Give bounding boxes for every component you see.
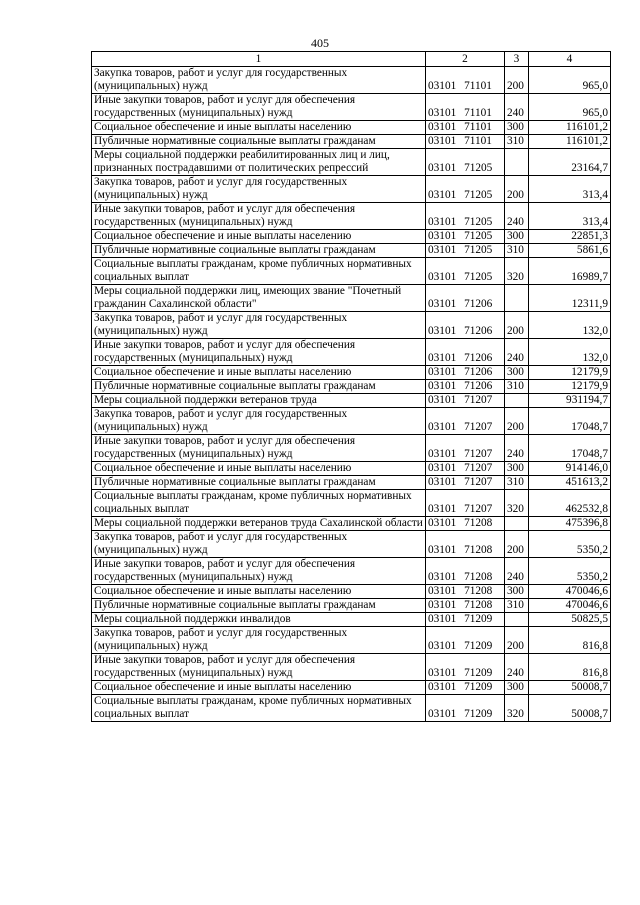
amount-cell: 17048,7	[529, 435, 611, 462]
code-cell: 03101 71101	[426, 67, 505, 94]
amount-cell: 50825,5	[529, 613, 611, 627]
kvr-cell	[505, 149, 529, 176]
kvr-cell: 310	[505, 135, 529, 149]
code-cell: 03101 71205	[426, 203, 505, 230]
code-cell: 03101 71207	[426, 394, 505, 408]
table-row	[92, 462, 611, 476]
code-cell: 03101 71208	[426, 517, 505, 531]
kvr-cell: 240	[505, 654, 529, 681]
kvr-cell	[505, 285, 529, 312]
table-row	[92, 380, 611, 394]
table-row	[92, 94, 611, 121]
kvr-cell: 200	[505, 312, 529, 339]
kvr-cell: 300	[505, 121, 529, 135]
table-row	[92, 627, 611, 654]
name-cell: Публичные нормативные социальные выплаты гражданам	[92, 599, 426, 613]
name-cell: Закупка товаров, работ и услуг для государственных (муниципальных) нужд	[92, 531, 426, 558]
code-cell: 03101 71206	[426, 366, 505, 380]
table-row	[92, 613, 611, 627]
code-cell: 03101 71205	[426, 149, 505, 176]
kvr-cell: 300	[505, 230, 529, 244]
amount-cell: 313,4	[529, 176, 611, 203]
name-cell: Социальное обеспечение и иные выплаты населению	[92, 585, 426, 599]
amount-cell: 22851,3	[529, 230, 611, 244]
name-cell: Закупка товаров, работ и услуг для государственных (муниципальных) нужд	[92, 312, 426, 339]
amount-cell: 965,0	[529, 67, 611, 94]
name-cell: Социальные выплаты гражданам, кроме публичных нормативных социальных выплат	[92, 695, 426, 722]
name-cell: Социальное обеспечение и иные выплаты населению	[92, 121, 426, 135]
amount-cell: 132,0	[529, 339, 611, 366]
table-row	[92, 67, 611, 94]
column-header-name: 1	[92, 52, 426, 67]
column-header-amount: 4	[529, 52, 611, 67]
name-cell: Закупка товаров, работ и услуг для государственных (муниципальных) нужд	[92, 408, 426, 435]
table-row	[92, 599, 611, 613]
amount-cell: 816,8	[529, 627, 611, 654]
amount-cell: 931194,7	[529, 394, 611, 408]
table-row	[92, 695, 611, 722]
amount-cell: 5350,2	[529, 531, 611, 558]
kvr-cell: 310	[505, 599, 529, 613]
name-cell: Социальные выплаты гражданам, кроме публичных нормативных социальных выплат	[92, 258, 426, 285]
amount-cell: 914146,0	[529, 462, 611, 476]
code-cell: 03101 71208	[426, 585, 505, 599]
table-header	[92, 52, 611, 67]
name-cell: Иные закупки товаров, работ и услуг для обеспечения государственных (муниципальных) нужд	[92, 558, 426, 585]
amount-cell: 23164,7	[529, 149, 611, 176]
code-cell: 03101 71101	[426, 121, 505, 135]
table-row	[92, 408, 611, 435]
amount-cell: 17048,7	[529, 408, 611, 435]
kvr-cell: 240	[505, 435, 529, 462]
table-row	[92, 149, 611, 176]
code-cell: 03101 71209	[426, 695, 505, 722]
code-cell: 03101 71208	[426, 558, 505, 585]
name-cell: Закупка товаров, работ и услуг для государственных (муниципальных) нужд	[92, 627, 426, 654]
amount-cell: 816,8	[529, 654, 611, 681]
kvr-cell: 320	[505, 490, 529, 517]
amount-cell: 470046,6	[529, 599, 611, 613]
code-cell: 03101 71208	[426, 599, 505, 613]
amount-cell: 965,0	[529, 94, 611, 121]
amount-cell: 470046,6	[529, 585, 611, 599]
table-row	[92, 230, 611, 244]
table-row	[92, 244, 611, 258]
table-row	[92, 585, 611, 599]
table-body	[92, 67, 611, 722]
table-row	[92, 203, 611, 230]
kvr-cell: 200	[505, 408, 529, 435]
name-cell: Социальное обеспечение и иные выплаты населению	[92, 366, 426, 380]
code-cell: 03101 71206	[426, 285, 505, 312]
kvr-cell: 300	[505, 585, 529, 599]
table-row	[92, 435, 611, 462]
code-cell: 03101 71209	[426, 627, 505, 654]
table-row	[92, 531, 611, 558]
amount-cell: 313,4	[529, 203, 611, 230]
name-cell: Меры социальной поддержки реабилитированных лиц и лиц, признанных пострадавшими от политических репрессий	[92, 149, 426, 176]
name-cell: Меры социальной поддержки ветеранов труда Сахалинской области	[92, 517, 426, 531]
amount-cell: 116101,2	[529, 121, 611, 135]
amount-cell: 462532,8	[529, 490, 611, 517]
code-cell: 03101 71209	[426, 613, 505, 627]
table-row	[92, 339, 611, 366]
table-row	[92, 176, 611, 203]
table-row	[92, 258, 611, 285]
kvr-cell: 310	[505, 476, 529, 490]
name-cell: Меры социальной поддержки лиц, имеющих звание "Почетный гражданин Сахалинской области"	[92, 285, 426, 312]
code-cell: 03101 71206	[426, 339, 505, 366]
code-cell: 03101 71205	[426, 230, 505, 244]
code-cell: 03101 71207	[426, 408, 505, 435]
table-row	[92, 285, 611, 312]
amount-cell: 116101,2	[529, 135, 611, 149]
name-cell: Публичные нормативные социальные выплаты гражданам	[92, 135, 426, 149]
code-cell: 03101 71207	[426, 462, 505, 476]
amount-cell: 50008,7	[529, 681, 611, 695]
table-row	[92, 366, 611, 380]
code-cell: 03101 71205	[426, 176, 505, 203]
name-cell: Социальное обеспечение и иные выплаты населению	[92, 681, 426, 695]
code-cell: 03101 71206	[426, 380, 505, 394]
kvr-cell: 320	[505, 258, 529, 285]
table-row	[92, 476, 611, 490]
name-cell: Социальное обеспечение и иные выплаты населению	[92, 230, 426, 244]
amount-cell: 132,0	[529, 312, 611, 339]
kvr-cell: 240	[505, 558, 529, 585]
kvr-cell	[505, 394, 529, 408]
kvr-cell	[505, 517, 529, 531]
name-cell: Меры социальной поддержки ветеранов труда	[92, 394, 426, 408]
name-cell: Публичные нормативные социальные выплаты гражданам	[92, 244, 426, 258]
header-row	[92, 52, 611, 67]
amount-cell: 451613,2	[529, 476, 611, 490]
name-cell: Социальное обеспечение и иные выплаты населению	[92, 462, 426, 476]
kvr-cell: 300	[505, 462, 529, 476]
amount-cell: 12179,9	[529, 380, 611, 394]
column-header-code: 2	[426, 52, 505, 67]
table-row	[92, 135, 611, 149]
amount-cell: 5861,6	[529, 244, 611, 258]
name-cell: Иные закупки товаров, работ и услуг для обеспечения государственных (муниципальных) нужд	[92, 339, 426, 366]
table-row	[92, 654, 611, 681]
table-row	[92, 490, 611, 517]
kvr-cell: 200	[505, 176, 529, 203]
amount-cell: 475396,8	[529, 517, 611, 531]
table-row	[92, 517, 611, 531]
kvr-cell: 240	[505, 203, 529, 230]
kvr-cell: 310	[505, 244, 529, 258]
code-cell: 03101 71205	[426, 244, 505, 258]
amount-cell: 50008,7	[529, 695, 611, 722]
kvr-cell: 310	[505, 380, 529, 394]
kvr-cell: 300	[505, 681, 529, 695]
code-cell: 03101 71207	[426, 435, 505, 462]
amount-cell: 5350,2	[529, 558, 611, 585]
code-cell: 03101 71209	[426, 681, 505, 695]
amount-cell: 16989,7	[529, 258, 611, 285]
name-cell: Социальные выплаты гражданам, кроме публичных нормативных социальных выплат	[92, 490, 426, 517]
page-number: 405	[311, 36, 329, 50]
kvr-cell: 320	[505, 695, 529, 722]
name-cell: Иные закупки товаров, работ и услуг для обеспечения государственных (муниципальных) нужд	[92, 94, 426, 121]
name-cell: Меры социальной поддержки инвалидов	[92, 613, 426, 627]
code-cell: 03101 71208	[426, 531, 505, 558]
table-row	[92, 121, 611, 135]
table-row	[92, 394, 611, 408]
amount-cell: 12179,9	[529, 366, 611, 380]
amount-cell: 12311,9	[529, 285, 611, 312]
column-header-kvr: 3	[505, 52, 529, 67]
table-row	[92, 558, 611, 585]
code-cell: 03101 71207	[426, 476, 505, 490]
kvr-cell: 240	[505, 339, 529, 366]
code-cell: 03101 71206	[426, 312, 505, 339]
kvr-cell: 240	[505, 94, 529, 121]
code-cell: 03101 71209	[426, 654, 505, 681]
name-cell: Публичные нормативные социальные выплаты гражданам	[92, 476, 426, 490]
name-cell: Иные закупки товаров, работ и услуг для обеспечения государственных (муниципальных) нужд	[92, 203, 426, 230]
table-row	[92, 312, 611, 339]
budget-table	[91, 51, 611, 722]
code-cell: 03101 71205	[426, 258, 505, 285]
kvr-cell	[505, 613, 529, 627]
code-cell: 03101 71101	[426, 135, 505, 149]
kvr-cell: 300	[505, 366, 529, 380]
name-cell: Иные закупки товаров, работ и услуг для обеспечения государственных (муниципальных) нужд	[92, 435, 426, 462]
name-cell: Публичные нормативные социальные выплаты гражданам	[92, 380, 426, 394]
code-cell: 03101 71207	[426, 490, 505, 517]
kvr-cell: 200	[505, 531, 529, 558]
code-cell: 03101 71101	[426, 94, 505, 121]
name-cell: Закупка товаров, работ и услуг для государственных (муниципальных) нужд	[92, 176, 426, 203]
name-cell: Иные закупки товаров, работ и услуг для обеспечения государственных (муниципальных) нужд	[92, 654, 426, 681]
table-row	[92, 681, 611, 695]
name-cell: Закупка товаров, работ и услуг для государственных (муниципальных) нужд	[92, 67, 426, 94]
kvr-cell: 200	[505, 627, 529, 654]
kvr-cell: 200	[505, 67, 529, 94]
